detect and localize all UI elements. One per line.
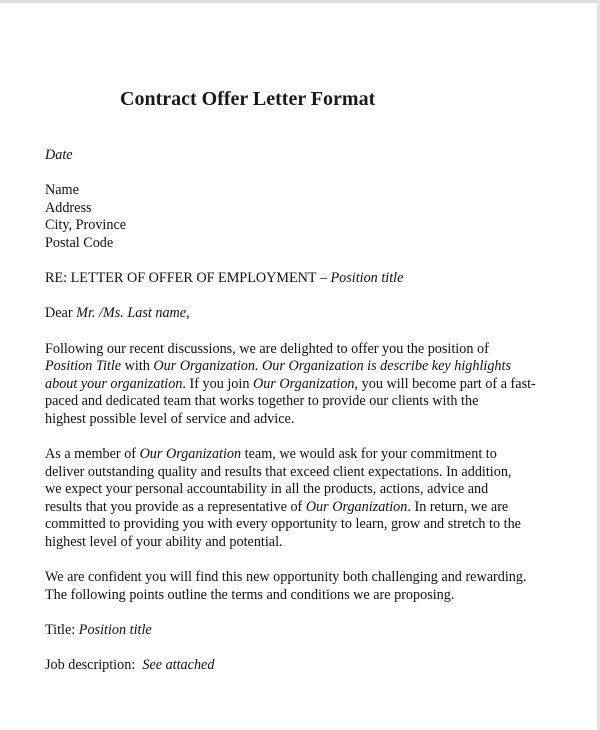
paragraph-2: As a member of Our Organization team, we would ask for your commitment to deliver outstanding quality and results that exceed client expectations. In addition, we expect your personal accountability in all the products, actions, advice and results that you provide as a representative of Our Organization. In return, we are committed to providing you with every opportunity to learn, grow and stretch to the highest level of your ability and potential. bbox=[45, 446, 521, 551]
recipient-postal: Postal Code bbox=[45, 234, 114, 251]
salutation: Dear Mr. /Ms. Last name, bbox=[45, 305, 190, 322]
paragraph-1: Following our recent discussions, we are delighted to offer you the position of Position Title with Our Organization. Our Organization is describe key highlights about your organization. If you join Our Organization, you will become part of a fast- paced and dedicated team that works together to provide our clients with the highest possible level of service and advice. bbox=[45, 340, 536, 427]
date-line bbox=[45, 147, 585, 165]
salutation-name: Mr. /Ms. Last name, bbox=[76, 305, 190, 322]
term-title-value: Position title bbox=[78, 622, 152, 639]
recipient-name: Name bbox=[45, 182, 79, 199]
page-top-edge bbox=[0, 0, 600, 3]
re-line: RE: LETTER OF OFFER OF EMPLOYMENT – Position title bbox=[45, 270, 404, 287]
term-job-value: See attached bbox=[142, 657, 215, 674]
document-title: Contract Offer Letter Format bbox=[120, 88, 376, 110]
date-placeholder: Date bbox=[45, 147, 73, 163]
term-title: Title: Position title bbox=[45, 622, 152, 639]
paragraph-3: We are confident you will find this new opportunity both challenging and rewarding. The following points outline the terms and conditions we are proposing. bbox=[45, 569, 527, 603]
recipient-address-line: Address bbox=[45, 199, 92, 216]
recipient-city: City, Province bbox=[45, 217, 127, 234]
letter-body bbox=[45, 147, 585, 675]
re-position: Position title bbox=[330, 270, 404, 287]
recipient-address bbox=[45, 182, 585, 252]
term-job-description: Job description: See attached bbox=[45, 657, 215, 674]
